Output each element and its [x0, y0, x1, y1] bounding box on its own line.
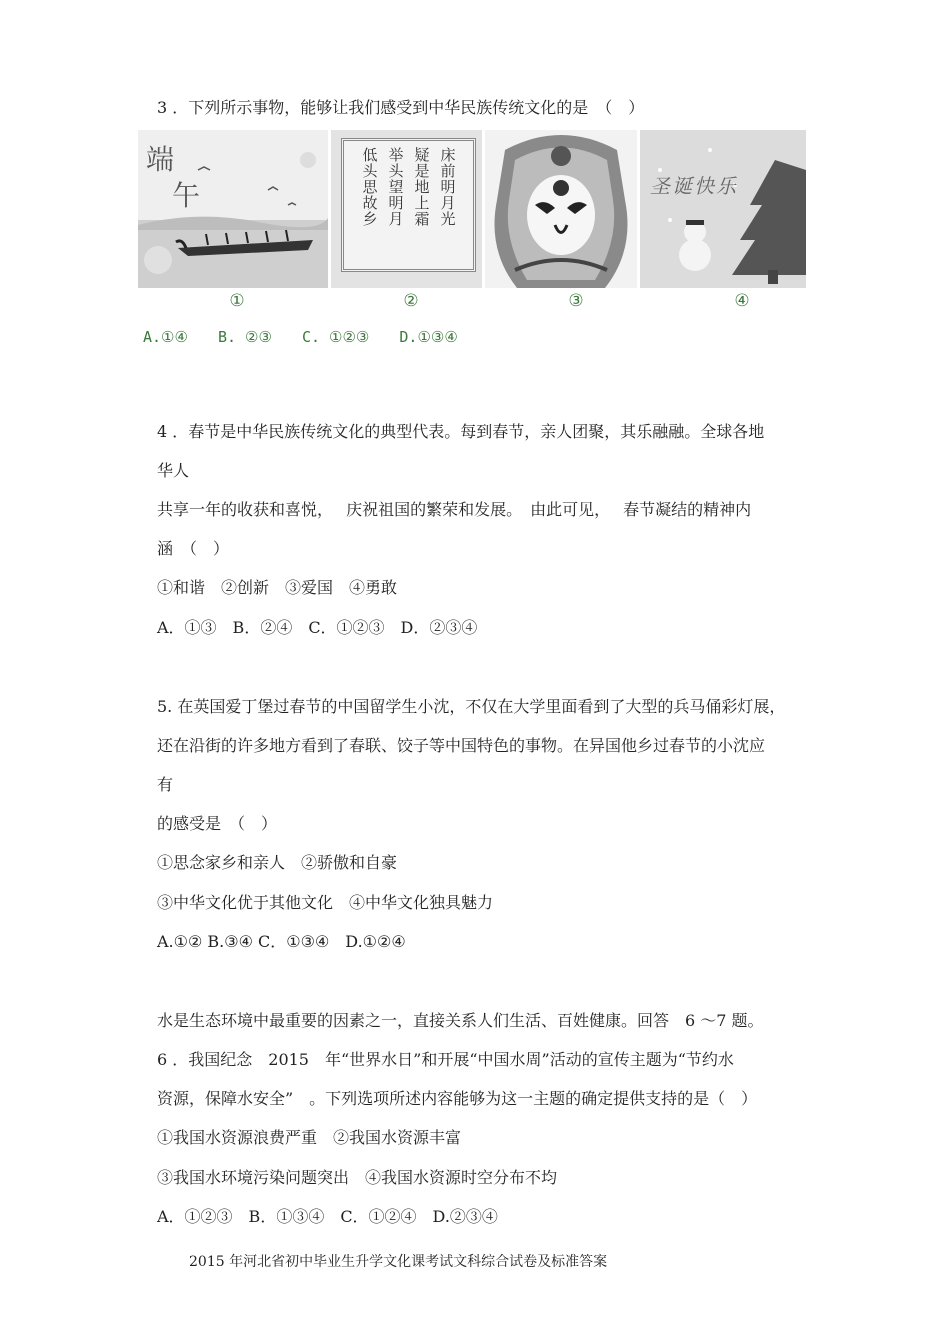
duanwu-char-2: 午: [172, 179, 201, 212]
q6-line: 资源，保障水安全” 。下列选项所述内容能够为这一主题的确定提供支持的是（ ）: [157, 1089, 758, 1108]
poem-line: 低头思故乡: [360, 147, 379, 227]
christmas-tree-picture-icon: [640, 130, 806, 288]
q6-line: 6 ．我国纪念 2015 年“世界水日”和开展“中国水周”活动的宣传主题为“节约水: [157, 1050, 734, 1069]
page-footer: 2015 年河北省初中毕业生升学文化课考试文科综合试卷及标准答案: [189, 1254, 608, 1270]
q6-line: 水是生态环境中最重要的因素之一，直接关系人们生活、百姓健康。回答 6 ～7 题。: [157, 1011, 764, 1030]
q4-options: A．①③ B．②④ C．①②③ D．②③④: [157, 618, 478, 637]
caption-3: ③: [568, 291, 584, 311]
q6-line: ③我国水环境污染问题突出 ④我国水资源时空分布不均: [157, 1168, 558, 1187]
poem-line: 床前明月光: [438, 147, 457, 227]
poem-line: 举头望明月: [386, 147, 405, 227]
q4-line: 4 ．春节是中华民族传统文化的典型代表。每到春节，亲人团聚，其乐融融。全球各地: [157, 422, 765, 441]
q4-line: ①和谐 ②创新 ③爱国 ④勇敢: [157, 578, 398, 597]
q4-line: 共享一年的收获和喜悦， 庆祝祖国的繁荣和发展。 由此可见， 春节凝结的精神内: [157, 500, 752, 519]
q3-image-row: [138, 130, 806, 288]
caption-4: ④: [734, 291, 750, 311]
q5-line: ③中华文化优于其他文化 ④中华文化独具魅力: [157, 893, 494, 912]
duanwu-char-1: 端: [146, 143, 175, 176]
caption-1: ①: [229, 291, 245, 311]
poem-line: 疑是地上霜: [412, 147, 431, 227]
q5-options: A.①② B.③④ C．①③④ D.①②④: [157, 932, 406, 951]
poem-scroll-picture-icon: [331, 130, 482, 288]
q3-options: A.①④ B. ②③ C. ①②③ D.①③④: [143, 328, 458, 346]
q5-line: 的感受是 （ ）: [157, 814, 278, 833]
caption-2: ②: [403, 291, 419, 311]
q5-line: 有: [157, 775, 174, 794]
q3-stem: 3 ．下列所示事物，能够让我们感受到中华民族传统文化的是 （ ）: [157, 98, 645, 117]
q4-line: 涵 （ ）: [157, 539, 230, 558]
christmas-greeting: 圣诞快乐: [650, 174, 738, 198]
q4-line: 华人: [157, 461, 190, 480]
dragon-boat-picture-icon: [138, 130, 328, 288]
q5-line: 5. 在英国爱丁堡过春节的中国留学生小沈，不仅在大学里面看到了大型的兵马俑彩灯展，: [157, 697, 786, 716]
q6-line: ①我国水资源浪费严重 ②我国水资源丰富: [157, 1128, 462, 1147]
opera-mask-picture-icon: [485, 130, 637, 288]
q5-line: 还在沿街的许多地方看到了春联、饺子等中国特色的事物。在异国他乡过春节的小沈应: [157, 736, 766, 755]
q5-line: ①思念家乡和亲人 ②骄傲和自豪: [157, 853, 398, 872]
q6-options: A．①②③ B．①③④ C．①②④ D.②③④: [157, 1207, 498, 1226]
